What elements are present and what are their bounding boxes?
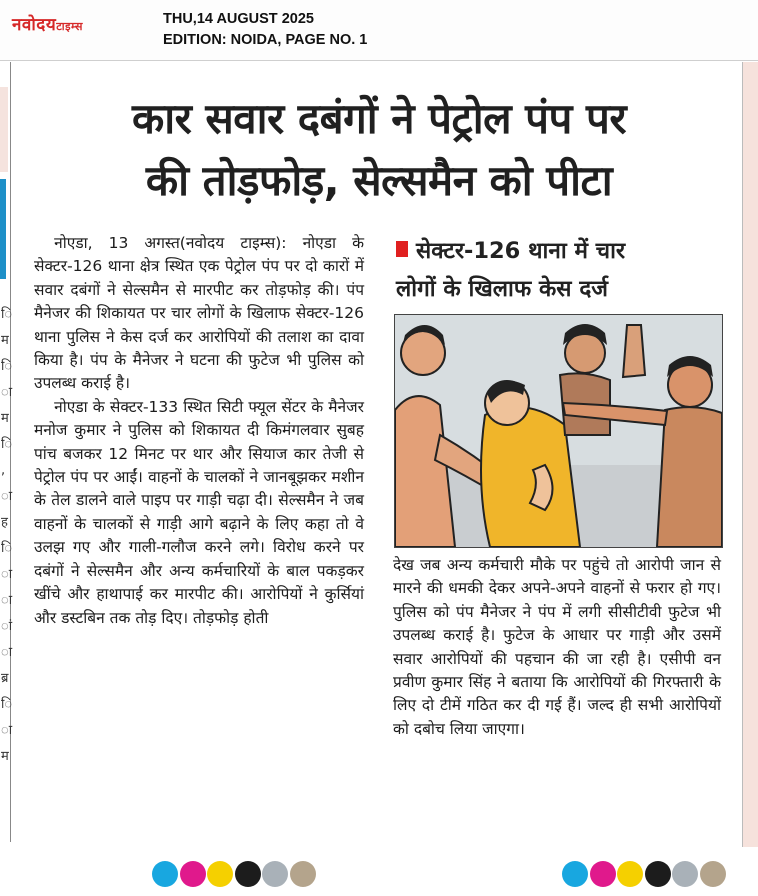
left-edge-fragment: ा <box>1 593 13 608</box>
logo-text: नवोदय <box>12 15 57 35</box>
left-edge-fragment: म <box>1 411 9 426</box>
left-edge-fragment: म <box>1 749 9 764</box>
registration-dot <box>562 861 588 887</box>
article-paragraph-3: देख जब अन्य कर्मचारी मौके पर पहुंचे तो आरोपी जान से मारने की धमकी देकर अपने-अपने वाहनों से फरार हो गए। पुलिस को पंप मैनेजर ने पंप में लगी सीसीटीवी फुटेज भी उपलब्ध कराई है। फुटेज के आधार पर गाड़ी और उसमें सवार आरोपियों की पहचान की जा रही है। एसीपी वन प्रवीण कुमार सिंह ने बताया कि आरोपियों की गिरफ्तारी के लिए दो टीमें गठित कर दी गई हैं। जल्द ही सभी आरोपियों को दबोच लिया जाएगा। <box>393 556 721 738</box>
left-page-edge <box>0 62 11 842</box>
article-paragraph-1: नोएडा, 13 अगस्त(नवोदय टाइम्स): नोएडा के सेक्टर-126 थाना क्षेत्र स्थित एक पेट्रोल पंप पर दो कारों में सवार दबंगों ने सेल्समैन से मारपीट कर तोड़फोड़ की। पंप मैनेजर की शिकायत पर चार लोगों के खिलाफ सेक्टर-126 थाना पुलिस ने केस दर्ज कर आरोपियों की तलाश का दावा किया है। पंप के मैनेजर ने घटना की फुटेज भी पुलिस को उपलब्ध कराई है। <box>34 234 364 393</box>
edition-date: THU,14 AUGUST 2025 <box>163 11 314 27</box>
registration-dot <box>290 861 316 887</box>
logo-suffix: टाइम्स <box>56 20 83 33</box>
edition-info <box>163 9 367 51</box>
left-edge-fragment: ां <box>1 619 13 634</box>
left-edge-fragment: ह <box>1 515 8 530</box>
registration-dot <box>617 861 643 887</box>
left-edge-fragment: ि <box>1 359 13 374</box>
article-column-1 <box>34 232 364 630</box>
illustration-svg <box>395 315 722 547</box>
registration-dot <box>590 861 616 887</box>
article-paragraph-2: नोएडा के सेक्टर-133 स्थित सिटी फ्यूल सेंटर के मैनेजर मनोज कुमार ने पुलिस को शिकायत दी किमंगलवार सुबह पांच बजकर 12 मिनट पर थार और सियाज कार तेजी से पेट्रोल पंप पर आईं। वाहनों के चालकों ने जानबूझकर मशीन के तेल डालने वाले पाइप पर गाड़ी चढ़ा दी। सेल्समैन ने जब वाहनों के चालकों से गाड़ी आगे बढ़ाने के लिए कहा तो वे उलझ गए और गाली-गलौज करने लगे। विरोध करने पर दबंगों ने सेल्समैन और अन्य कर्मचारियों के बाल पकड़कर खींचे और हाथापाई कर मारपीट की। आरोपियों ने कुर्सियां और डस्टबिन तक तोड़ दिए। तोड़फोड़ होती <box>34 397 364 627</box>
left-edge-fragment: ि <box>1 697 13 712</box>
left-edge-fragment: ा <box>1 489 13 504</box>
headline <box>18 88 740 212</box>
left-edge-fragment: म <box>1 333 9 348</box>
registration-dot <box>235 861 261 887</box>
red-square-bullet-icon <box>396 241 408 257</box>
left-edge-fragment: ि <box>1 307 13 322</box>
raised-hand <box>623 325 645 377</box>
top-bar <box>0 0 758 61</box>
left-edge-fragment: ि <box>1 437 13 452</box>
right-man-body <box>657 407 722 547</box>
headline-line-1: कार सवार दबंगों ने पेट्रोल पंप पर <box>131 94 627 143</box>
article-column-2 <box>393 554 721 741</box>
left-edge-fragment: ब्र <box>1 671 9 686</box>
registration-dot <box>180 861 206 887</box>
left-edge-fragment: ा <box>1 385 13 400</box>
right-page-edge <box>742 62 758 847</box>
left-edge-fragment: ि <box>1 541 13 556</box>
subheadline <box>396 232 726 308</box>
subheadline-line-1: सेक्टर-126 थाना में चार <box>396 232 726 270</box>
left-edge-fragment: ा <box>1 723 13 738</box>
left-edge-fragment: ा <box>1 567 13 582</box>
left-edge-tint <box>0 87 8 172</box>
registration-dot <box>700 861 726 887</box>
registration-dot <box>262 861 288 887</box>
left-edge-fragment: , <box>1 463 6 478</box>
subheadline-line-2: लोगों के खिलाफ केस दर्ज <box>396 276 608 302</box>
headline-line-2: की तोड़फोड़, सेल्समैन को पीटा <box>145 156 613 205</box>
assault-scene-illustration <box>394 314 723 548</box>
newspaper-logo[interactable] <box>12 12 83 35</box>
registration-dot <box>645 861 671 887</box>
left-edge-fragment: ा <box>1 645 13 660</box>
left-edge-blue-block <box>0 179 6 279</box>
registration-dot <box>672 861 698 887</box>
registration-dot <box>207 861 233 887</box>
registration-dot <box>152 861 178 887</box>
edition-page: EDITION: NOIDA, PAGE NO. 1 <box>163 32 368 48</box>
left-edge-text-fragments <box>1 302 13 770</box>
